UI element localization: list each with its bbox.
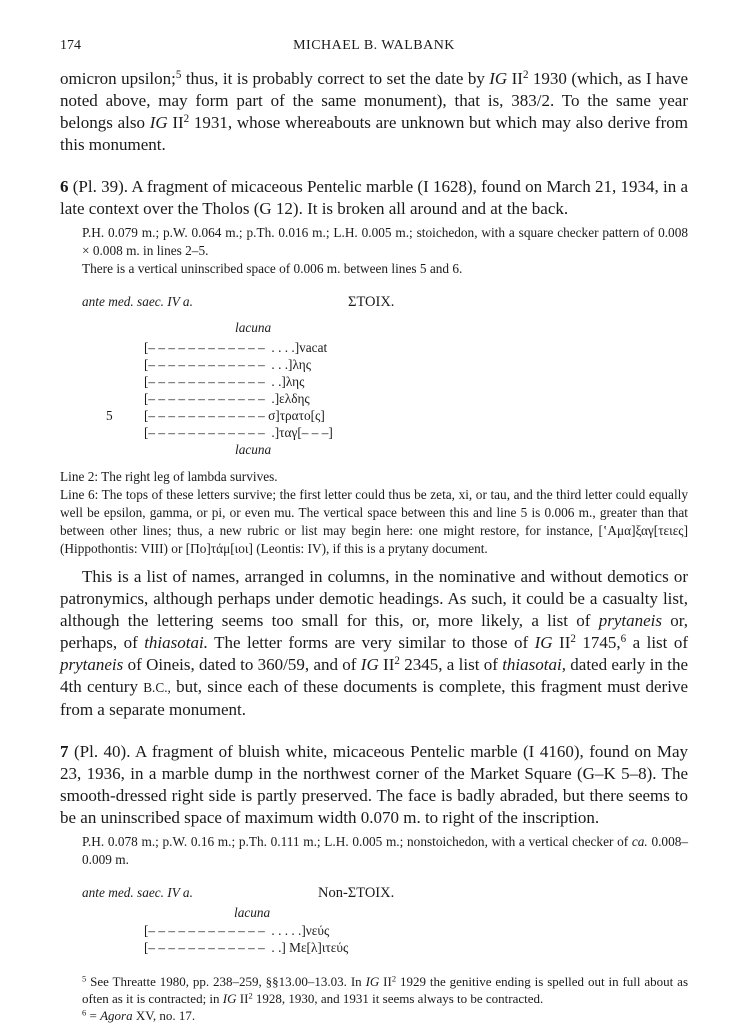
entry-7-measurements: P.H. 0.078 m.; p.W. 0.16 m.; p.Th. 0.111 m.; L.H. 0.005 m.; nonstoichedon, with a vertical checker of ca. 0.008–0.009 m. <box>82 834 689 867</box>
footnote-ref-6[interactable]: 6 <box>620 632 627 645</box>
line-number-5: 5 <box>106 408 113 423</box>
note-line-6: Line 6: The tops of these letters survive; the first letter could thus be zeta, xi, or tau, and the third letter could equally well be epsilon, gamma, or pi, or even mu. The vertical space between this and line 5 is 0.006 m., greater than that between other lines; thus, a new rubric or list may begin here: one might restore, for instance, [ʽΑμα]ξαγ[τειες] (Hippothontis: VIII) or [Πο]τάμ[ιοι] (Leontis: IV), if this is a prytany document. <box>60 487 688 556</box>
page-number: 174 <box>60 38 81 53</box>
lacuna-top: lacuna <box>234 905 271 920</box>
entry-6-inscription <box>60 320 688 457</box>
page <box>60 38 688 1024</box>
lacuna-top: lacuna <box>235 320 272 335</box>
inscription-line: [– – – – – – – – – – – – . . . . .]νεύς <box>144 923 330 938</box>
footnote-ref-5[interactable]: 5 <box>175 68 182 81</box>
entry-6-discussion: This is a list of names, arranged in columns, in the nominative and without demotics or patronymics, although perhaps under demotic headings. As such, it could be a casualty list, although the lettering seems too small for this, or, more likely, a list of prytaneis or, perhaps, of thiasotai. The letter forms are very similar to those of IG $II^2$ 1745,$^6$ a list of prytaneis of Oineis, dated to 360/59, and of IG $II^2$ 2345, a list of thiasotai, dated early in the 4th century B.C., but, since each of these documents is complete, this fragment must derive from a separate monument. <box>60 567 689 719</box>
inscription-line: [– – – – – – – – – – – – . .]λης <box>144 374 305 389</box>
inscription-line: [– – – – – – – – – – – – . .] Με[λ]ιτεύς <box>144 940 349 955</box>
running-head-author: MICHAEL B. WALBANK <box>293 38 455 53</box>
entry-7-date-row <box>60 885 688 905</box>
entry-6-space-note: There is a vertical uninscribed space of 0.006 m. between lines 5 and 6. <box>82 261 463 276</box>
entry-number-7: 7 <box>60 742 69 761</box>
footnotes <box>60 973 688 1024</box>
entry-6-measurements: P.H. 0.079 m.; p.W. 0.064 m.; p.Th. 0.016 m.; L.H. 0.005 m.; stoichedon, with a square checker pattern of 0.008 × 0.008 m. in lines 2–5. <box>82 225 688 258</box>
note-line-2: Line 2: The right leg of lambda survives. <box>60 469 278 484</box>
inscription-line: [– – – – – – – – – – – – σ]τρατο[ς] <box>144 408 325 423</box>
footnote-mark-6: 6 <box>82 1007 87 1018</box>
entry-7-inscription <box>60 905 688 959</box>
entry-7-date: ante med. saec. IV a. <box>82 885 193 900</box>
inscription-line: [– – – – – – – – – – – – . . .]λης <box>144 357 312 372</box>
inscription-line: [– – – – – – – – – – – – .]ταγ[– – –] <box>144 425 333 440</box>
entry-6-date-row <box>60 294 688 314</box>
entry-6-date: ante med. saec. IV a. <box>82 294 193 309</box>
entry-7-stoichedon: Non-ΣΤΟΙΧ. <box>318 885 395 901</box>
footnote-6: $^6$ = Agora XV, no. 17. <box>82 1007 196 1023</box>
entry-6-description: 6 (Pl. 39). A fragment of micaceous Pentelic marble (I 1628), found on March 21, 1934, in a late context over the Tholos (G 12). It is broken all around and at the back. <box>60 177 688 218</box>
entry-6-stoichedon: ΣΤΟΙΧ. <box>348 294 395 310</box>
footnote-mark-5: 5 <box>82 973 87 984</box>
lacuna-bottom: lacuna <box>235 442 272 457</box>
inscription-line: [– – – – – – – – – – – – . . . .]vacat <box>144 340 328 355</box>
entry-number-6: 6 <box>60 177 69 196</box>
intro-paragraph: omicron upsilon;$^5$ thus, it is probably correct to set the date by IG $II^2$ 1930 (which, as I have noted above, may form part of the same monument), that is, 383/2. To the same year belongs also IG $II^2$ 1931, whose whereabouts are unknown but which may also derive from this monument. <box>60 68 688 154</box>
entry-7-description: 7 (Pl. 40). A fragment of bluish white, micaceous Pentelic marble (I 4160), found on May 23, 1936, in a marble dump in the northwest corner of the Market Square (G–K 5–8). The smooth-dressed right side is partly preserved. The face is badly abraded, but there seems to be an uninscribed space of maximum width 0.070 m. to right of the inscription. <box>60 742 688 827</box>
footnote-5: $^5$ See Threatte 1980, pp. 238–259, §§13.00–13.03. In IG $II^2$ 1929 the genitive ending is spelled out in full about as often as it is contracted; in IG $II^2$ 1928, 1930, and 1931 it seems always to be contracted. <box>82 973 689 1006</box>
running-header <box>60 38 688 60</box>
inscription-line: [– – – – – – – – – – – – .]ελδης <box>144 391 310 406</box>
